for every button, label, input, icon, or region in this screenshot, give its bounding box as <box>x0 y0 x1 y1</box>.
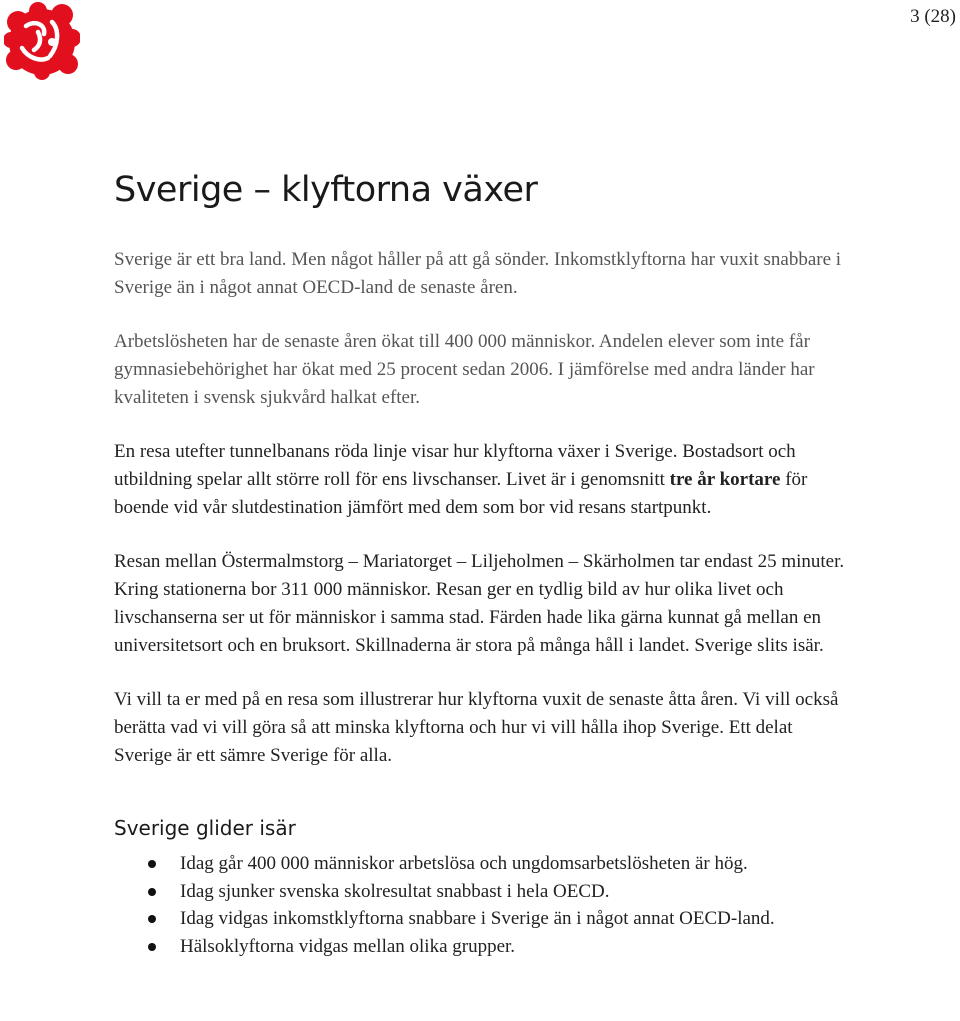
paragraph-red-line-emphasis: tre år kortare <box>669 469 781 490</box>
list-item: Idag vidgas inkomstklyftorna snabbare i Sverige än i något annat OECD-land. <box>114 905 849 933</box>
list-item: Hälsoklyftorna vidgas mellan olika grupper. <box>114 933 849 961</box>
list-item: Idag sjunker svenska skolresultat snabbast i hela OECD. <box>114 878 849 906</box>
paragraph-journey: Vi vill ta er med på en resa som illustrerar hur klyftorna vuxit de senaste åtta åren. Vi vill också berätta vad vi vill göra så att minska klyftorna och hur vi vill hålla ihop Sverige. Ett delat Sverige är ett sämre Sverige för alla. <box>114 689 839 766</box>
paragraph-unemployment: Arbetslösheten har de senaste åren ökat till 400 000 människor. Andelen elever som inte får gymnasiebehörighet har ökat med 25 procent sedan 2006. I jämförelse med andra länder har kvaliteten i svensk sjukvård halkat efter. <box>114 331 815 408</box>
page-title: Sverige – klyftorna växer <box>114 170 538 210</box>
list-item: Idag går 400 000 människor arbetslösa och ungdomsarbetslösheten är hög. <box>114 850 849 878</box>
bullet-list <box>114 850 849 960</box>
paragraph-red-line-text-b: för boende vid vår slutdestination jämfört med dem som bor vid resans startpunkt. <box>114 469 808 518</box>
page-number: 3 (28) <box>910 6 956 27</box>
paragraph-intro: Sverige är ett bra land. Men något håller på att gå sönder. Inkomstklyftorna har vuxit snabbare i Sverige än i något annat OECD-land de senaste åren. <box>114 249 842 298</box>
document-body <box>114 246 849 960</box>
paragraph-route: Resan mellan Östermalmstorg – Mariatorget – Liljeholmen – Skärholmen tar endast 25 minuter. Kring stationerna bor 311 000 människor. Resan ger en tydlig bild av hur olika livet och livschanserna ser ut för människor i samma stad. Färden hade lika gärna kunnat gå mellan en universitetsort och en bruksort. Skillnaderna är stora på många håll i landet. Sverige slits isär. <box>114 551 845 656</box>
paragraph-red-line-text-a: En resa utefter tunnelbanans röda linje visar hur klyftorna växer i Sverige. Bostadsort och utbildning spelar allt större roll för ens livschanser. Livet är i genomsnitt <box>114 441 796 490</box>
paragraph-red-line <box>114 438 849 522</box>
section-heading: Sverige glider isär <box>114 816 296 840</box>
rose-logo-icon <box>4 2 80 80</box>
